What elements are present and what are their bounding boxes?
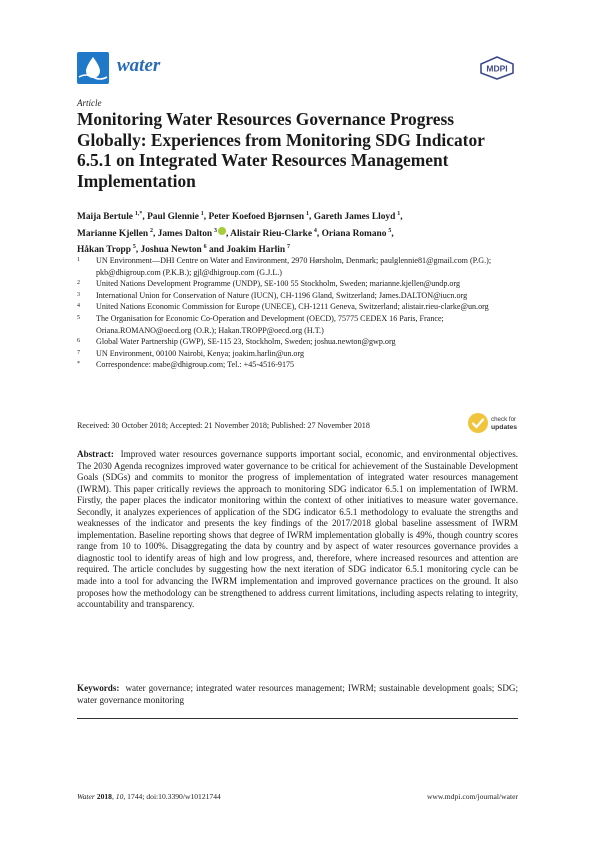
affiliation-text: International Union for Conservation of Nature (IUCN), CH-1196 Gland, Switzerland; James.DALTON@iucn.org: [96, 290, 468, 300]
affiliation-mark: 5: [77, 314, 80, 321]
abstract-text: Improved water resources governance supports important social, economic, and environmental objectives. The 2030 Agenda recognizes improved water governance to be critical for achievement of the Sustainable Development Goals (SDGs) and commits to monitor the progress of implementation of integrated water resources management (IWRM). This paper critically reviews the approach to monitoring SDG indicator 6.5.1 on implementation of IWRM. Firstly, the paper places the indicator monitoring within the context of other initiatives to measure water governance. Secondly, it analyzes experiences of application of the SDG indicator 6.5.1 methodology to evaluate the strengths and weaknesses of the indicator and presents the key findings of the 2017/2018 global baseline assessment of IWRM implementation. Baseline reporting shows that degree of IWRM implementation globally is 49%, though country scores range from 10 to 100%. Disaggregating the data by country and by aspect of water resources governance provides a diagnostic tool to identify areas of high and low progress, and, therefore, where increased resources and attention are required. The article concludes by suggesting how the next iteration of SDG indicator 6.5.1 monitoring cycle can be made into a tool for advancing the IWRM implementation and improved governance practices on the ground. It also proposes how the methodology can be strengthened to address current limitations, including aspects relating to integrity, accountability and transparency.: [77, 449, 519, 610]
affiliation-text: UN Environment, 00100 Nairobi, Kenya; joakim.harlin@un.org: [96, 348, 305, 358]
author-sup: 6: [203, 244, 207, 251]
footer-journal: Water: [77, 792, 95, 801]
and-word: and: [208, 245, 225, 256]
citation-footer: Water 2018, 10, 1744; doi:10.3390/w10121744: [77, 792, 221, 801]
publisher-label: MDPI: [486, 63, 508, 74]
article-type: Article: [77, 98, 102, 108]
abstract: [77, 449, 518, 611]
author[interactable]: Peter Koefoed Bjørnsen: [208, 212, 305, 223]
affiliation-item: [77, 313, 522, 336]
check-updates-line2: updates: [491, 423, 518, 431]
affiliation-item: [77, 359, 522, 371]
keywords-text: water governance; integrated water resources management; IWRM; sustainable development goals; SDG; water governance monitoring: [77, 683, 519, 705]
article-title: Monitoring Water Resources Governance Progress Globally: Experiences from Monitoring SDG Indicator 6.5.1 on Integrated Water Resources Management Implementation: [77, 109, 485, 191]
abstract-label: Abstract:: [77, 449, 114, 459]
author-list: Maija Bertule $^{1,*}$, Paul Glennie $^1$, Peter Koefoed Bjørnsen $^1$, Gareth James Lloyd $^1$, Marianne Kjellen $^2$, James Dalton $^3$ , Alistair Rieu-Clarke $^4$, Oriana Romano $^5$, Håkan Tropp $^5$, Joshua Newton $^6$ and Joakim Harlin $^7$: [77, 211, 403, 256]
author[interactable]: Oriana Romano: [321, 228, 387, 239]
affiliation-item: [77, 278, 522, 290]
author[interactable]: Joakim Harlin: [226, 245, 286, 256]
affiliation-item: [77, 336, 522, 348]
publication-dates: Received: 30 October 2018; Accepted: 21 November 2018; Published: 27 November 2018: [77, 421, 370, 430]
author-sup: 5: [132, 244, 136, 251]
author-sup: 1,*: [134, 211, 143, 217]
orcid-icon[interactable]: [218, 227, 226, 235]
affiliation-mark: 7: [77, 349, 80, 356]
check-for-updates-badge[interactable]: [468, 413, 528, 435]
author-sup: 1: [397, 211, 401, 217]
affiliation-item: [77, 255, 522, 278]
check-updates-icon: [468, 413, 488, 433]
author-sup: 3: [214, 227, 217, 234]
affiliation-mark: 6: [77, 338, 80, 345]
check-updates-text: [491, 416, 517, 431]
check-updates-line1: check for: [491, 416, 517, 423]
footer-volume: 10: [115, 792, 124, 801]
author[interactable]: Maija Bertule: [77, 212, 133, 223]
author[interactable]: Håkan Tropp: [77, 245, 131, 256]
author-sup: 4: [313, 227, 317, 234]
author-sup: 1: [306, 211, 309, 217]
footer-doi: , 1744; doi:10.3390/w10121744: [123, 792, 221, 801]
affiliation-mark: *: [77, 361, 80, 368]
affiliation-text: United Nations Development Programme (UNDP), SE-100 55 Stockholm, Sweden; marianne.kjellen@undp.org: [96, 279, 461, 289]
author-sup: 1: [200, 211, 204, 217]
journal-logo-icon: [77, 52, 109, 84]
affiliation-mark: 3: [77, 291, 80, 298]
author[interactable]: Alistair Rieu-Clarke: [230, 228, 313, 239]
affiliation-list: [77, 255, 522, 371]
journal-url-link[interactable]: www.mdpi.com/journal/water: [426, 792, 518, 801]
author[interactable]: Gareth James Lloyd: [313, 212, 396, 223]
section-divider: [77, 718, 518, 719]
affiliation-mark: 2: [77, 280, 80, 287]
affiliation-item: [77, 290, 522, 302]
author-sup: 2: [149, 227, 153, 234]
affiliation-text: The Organisation for Economic Co-Operation and Development (OECD), 75775 CEDEX 16 Paris, France; Oriana.ROMANO@oecd.org (O.R.); Hakan.TROPP@oecd.org (H.T.): [96, 313, 444, 335]
keywords: [77, 683, 518, 706]
affiliation-text: Global Water Partnership (GWP), SE-115 23, Stockholm, Sweden; joshua.newton@gwp.org: [96, 337, 396, 347]
author-sup: 5: [388, 227, 392, 234]
author[interactable]: Joshua Newton: [140, 245, 202, 256]
author[interactable]: Marianne Kjellen: [77, 228, 149, 239]
affiliation-mark: 1: [77, 257, 80, 263]
correspondence-text: Correspondence: mabe@dhigroup.com; Tel.: +45-4516-9175: [96, 360, 295, 370]
affiliation-item: [77, 348, 522, 360]
affiliation-item: [77, 301, 522, 313]
footer-year: 2018: [96, 792, 112, 801]
author[interactable]: James Dalton: [157, 228, 213, 239]
author-sup: 7: [286, 244, 290, 251]
affiliation-mark: 4: [77, 303, 80, 310]
affiliation-text: United Nations Economic Commission for Europe (UNECE), CH-1211 Geneva, Switzerland; alistair.rieu-clarke@un.org: [96, 302, 489, 312]
mdpi-logo-icon: [478, 56, 516, 80]
author[interactable]: Paul Glennie: [147, 212, 199, 223]
affiliation-text: UN Environment—DHI Centre on Water and Environment, 2970 Hørsholm, Denmark; paulglennie81@gmail.com (P.G.); pkb@dhigroup.com (P.K.B.); gjl@dhigroup.com (G.J.L.): [96, 256, 492, 277]
journal-name: water: [117, 55, 161, 76]
keywords-label: Keywords:: [77, 683, 120, 693]
